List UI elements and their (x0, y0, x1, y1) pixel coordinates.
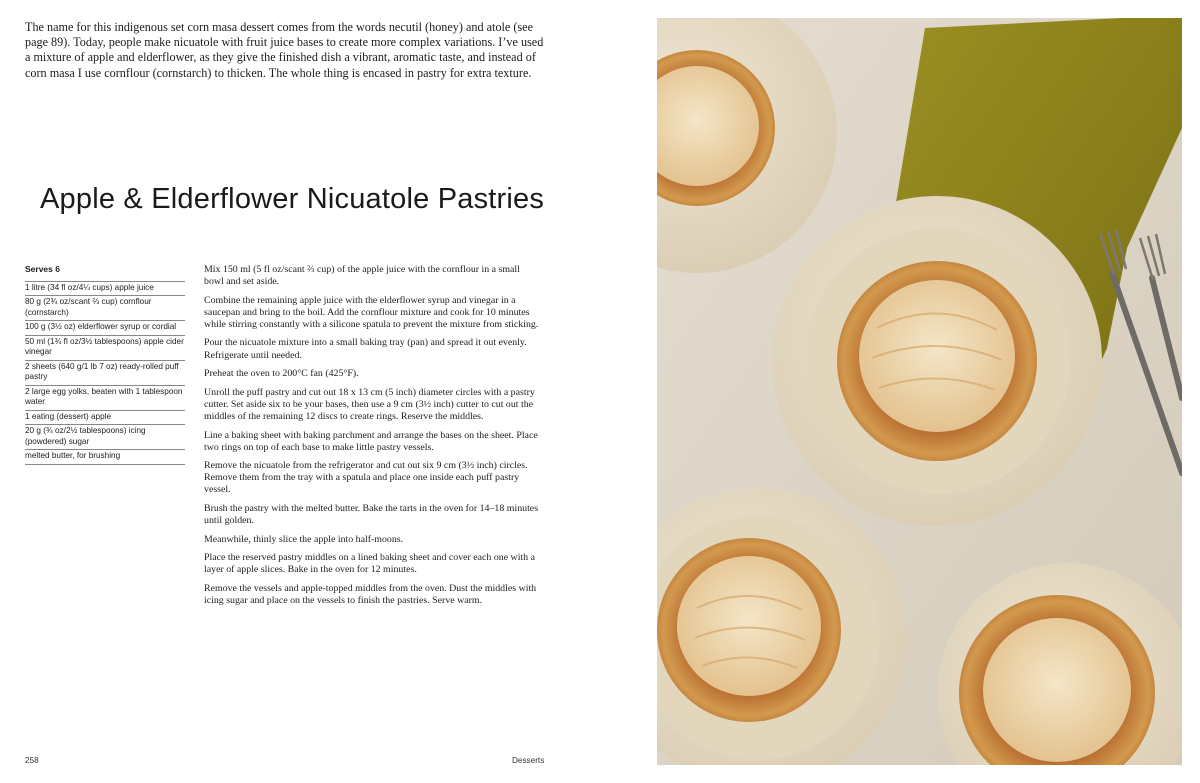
method-step: Preheat the oven to 200°C fan (425°F). (204, 368, 359, 380)
apple-slices (983, 618, 1131, 762)
ingredient-item: 2 large egg yolks, beaten with 1 tablespoon water (25, 386, 185, 411)
method-step: Remove the vessels and apple-topped middles from the oven. Dust the middles with icing sugar and place on the vessels to finish the pastries. Serve warm. (204, 582, 537, 607)
ingredient-item: 2 sheets (640 g/1 lb 7 oz) ready-rolled puff pastry (25, 361, 185, 386)
method-step: Mix 150 ml (5 fl oz/scant ⅔ cup) of the apple juice with the cornflour in a small bowl and set aside. (204, 264, 520, 288)
intro-paragraph: The name for this indigenous set corn masa dessert comes from the words necutil (honey) and atole (see page 89). Today, people make nicuatole with fruit juice bases to create more complex variations. I’ve used a mixture of apple and elderflower, as they give the finished dish a vibrant, aromatic taste, and instead of corn masa I use cornflour (cornstarch) to thicken. The whole thing is encased in pastry for extra texture. (25, 20, 544, 80)
ingredients-panel (25, 264, 185, 465)
method-step: Unroll the puff pastry and cut out 18 x 13 cm (5 inch) diameter circles with a pastry cutter. Set aside six to be your bases, then use a 9 cm (3½ inch) cutter to cut out the middles of the remaining 12 discs to create rings. Reserve the middles. (204, 386, 535, 422)
ingredients-list (25, 282, 185, 465)
method-step: Line a baking sheet with baking parchment and arrange the bases on the sheet. Place two rings on top of each base to make little pastry vessels. (204, 429, 538, 453)
method-steps (204, 264, 539, 614)
method-step: Meanwhile, thinly slice the apple into half-moons. (204, 533, 404, 545)
ingredient-item: 1 eating (dessert) apple (25, 411, 185, 426)
section-name: Desserts (512, 756, 545, 765)
ingredient-item: 100 g (3½ oz) elderflower syrup or cordial (25, 321, 185, 336)
serves-label: Serves 6 (25, 264, 185, 282)
ingredient-item: melted butter, for brushing (25, 450, 185, 465)
method-step: Pour the nicuatole mixture into a small baking tray (pan) and spread it out evenly. Refrigerate until needed. (204, 337, 527, 361)
method-step: Remove the nicuatole from the refrigerator and cut out six 9 cm (3½ inch) circles. Remove them from the tray with a spatula and place one inside each puff pastry vessel. (204, 460, 528, 496)
page-number: 258 (25, 756, 39, 765)
recipe-title: Apple & Elderflower Nicuatole Pastries (40, 183, 545, 215)
ingredient-item: 1 litre (34 fl oz/4¼ cups) apple juice (25, 282, 185, 297)
method-step: Place the reserved pastry middles on a lined baking sheet and cover each one with a layer of apple slices. Bake in the oven for 12 minutes. (204, 552, 535, 576)
method-step: Brush the pastry with the melted butter. Bake the tarts in the oven for 14–18 minutes until golden. (204, 503, 539, 527)
pastries-photo (657, 18, 1182, 765)
plate-center (772, 196, 1102, 526)
method-step: Combine the remaining apple juice with the elderflower syrup and vinegar in a saucepan and bring to the boil. Add the cornflour mixture and cook for 10 minutes while stirring constantly with a silicone spatula to prevent the mixture from sticking. (204, 294, 539, 330)
ingredient-item: 20 g (¾ oz/2½ tablespoons) icing (powdered) sugar (25, 425, 185, 450)
ingredient-item: 50 ml (1¾ fl oz/3½ tablespoons) apple cider vinegar (25, 336, 185, 361)
apple-slices (677, 556, 821, 696)
ingredient-item: 80 g (2¾ oz/scant ⅔ cup) cornflour (cornstarch) (25, 296, 185, 321)
